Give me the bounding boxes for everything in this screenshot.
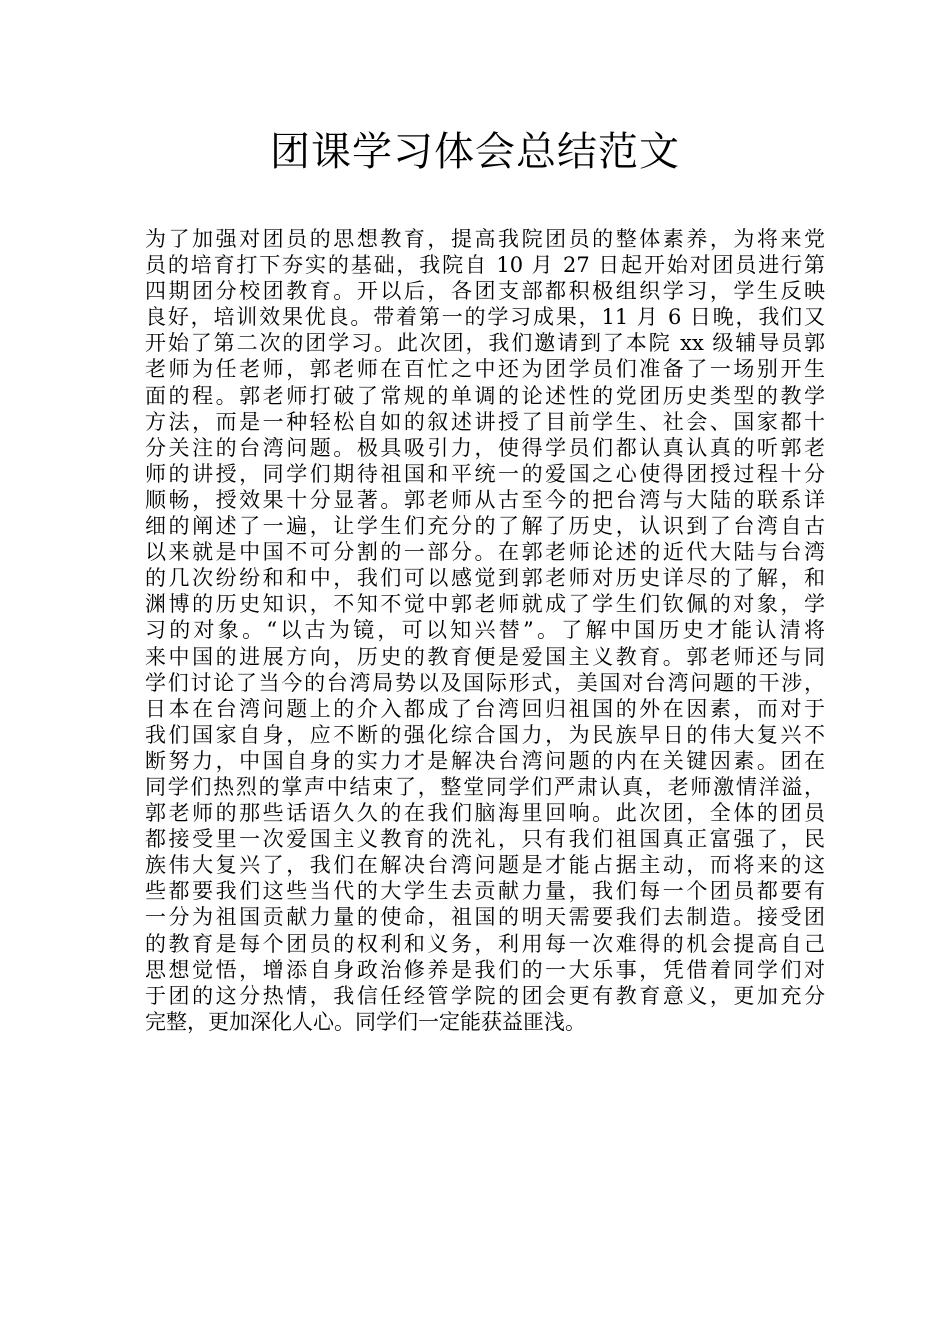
body-line: 的几次纷纷和和中，我们可以感觉到郭老师对历史详尽的了解，和 xyxy=(145,566,825,591)
body-line: 细的阐述了一遍，让学生们充分的了解了历史，认识到了台湾自古 xyxy=(145,514,825,539)
body-line: 开始了第二次的团学习。此次团，我们邀请到了本院 xx 级辅导员郭 xyxy=(145,331,825,356)
body-line: 日本在台湾问题上的介入都成了台湾回归祖国的外在因素，而对于 xyxy=(145,696,825,721)
body-line: 习的对象。“以古为镜，可以知兴替”。了解中国历史才能认清将 xyxy=(145,618,825,643)
body-line: 一分为祖国贡献力量的使命，祖国的明天需要我们去制造。接受团 xyxy=(145,905,825,930)
body-line: 师的讲授，同学们期待祖国和平统一的爱国之心使得团授过程十分 xyxy=(145,461,825,486)
body-line: 于团的这分热情，我信任经管学院的团会更有教育意义，更加充分 xyxy=(145,983,825,1008)
body-line: 同学们热烈的掌声中结束了，整堂同学们严肃认真，老师激情洋溢， xyxy=(145,774,825,799)
body-line: 方法，而是一种轻松自如的叙述讲授了目前学生、社会、国家都十 xyxy=(145,409,825,434)
body-line: 完整，更加深化人心。同学们一定能获益匪浅。 xyxy=(145,1009,586,1034)
body-line: 以来就是中国不可分割的一部分。在郭老师论述的近代大陆与台湾 xyxy=(145,540,825,565)
body-line: 来中国的进展方向，历史的教育便是爱国主义教育。郭老师还与同 xyxy=(145,644,825,669)
document-title: 团课学习体会总结范文 xyxy=(270,129,680,175)
body-line: 都接受里一次爱国主义教育的洗礼，只有我们祖国真正富强了，民 xyxy=(145,827,825,852)
body-line: 为了加强对团员的思想教育，提高我院团员的整体素养，为将来党 xyxy=(145,227,825,251)
body-line: 面的程。郭老师打破了常规的单调的论述性的党团历史类型的教学 xyxy=(145,383,825,408)
body-line: 些都要我们这些当代的大学生去贡献力量，我们每一个团员都要有 xyxy=(145,879,825,904)
body-line: 郭老师的那些话语久久的在我们脑海里回响。此次团，全体的团员 xyxy=(145,801,825,826)
body-line: 员的培育打下夯实的基础，我院自 10 月 27 日起开始对团员进行第 xyxy=(145,253,825,278)
body-line: 老师为任老师，郭老师在百忙之中还为团学员们准备了一场别开生 xyxy=(145,357,825,382)
body-line: 的教育是每个团员的权利和义务，利用每一次难得的机会提高自己 xyxy=(145,931,825,956)
body-line: 良好，培训效果优良。带着第一的学习成果，11 月 6 日晚，我们又 xyxy=(145,305,825,330)
body-line: 思想觉悟，增添自身政治修养是我们的一大乐事，凭借着同学们对 xyxy=(145,957,825,982)
body-line: 渊博的历史知识，不知不觉中郭老师就成了学生们钦佩的对象，学 xyxy=(145,592,825,617)
document-body xyxy=(145,226,825,1035)
body-line: 我们国家自身，应不断的强化综合国力，为民族早日的伟大复兴不 xyxy=(145,722,825,747)
body-line: 四期团分校团教育。开以后，各团支部都积极组织学习，学生反映 xyxy=(145,279,825,304)
body-line: 族伟大复兴了，我们在解决台湾问题是才能占据主动，而将来的这 xyxy=(145,853,825,878)
body-line: 顺畅，授效果十分显著。郭老师从古至今的把台湾与大陆的联系详 xyxy=(145,487,825,512)
body-line: 学们讨论了当今的台湾局势以及国际形式，美国对台湾问题的干涉， xyxy=(145,670,825,695)
body-line: 分关注的台湾问题。极具吸引力，使得学员们都认真认真的听郭老 xyxy=(145,435,825,460)
body-line: 断努力，中国自身的实力才是解决台湾问题的内在关键因素。团在 xyxy=(145,748,825,773)
